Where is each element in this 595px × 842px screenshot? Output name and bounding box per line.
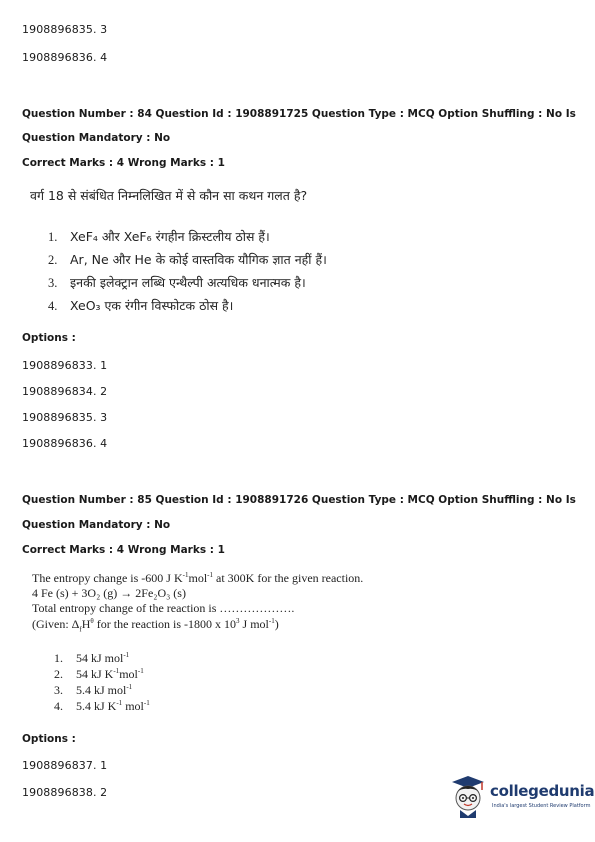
logo-wordmark: collegedunia [490, 782, 595, 800]
question-marks: Correct Marks : 4 Wrong Marks : 1 [22, 544, 225, 556]
mascot-icon [446, 772, 490, 820]
question-mandatory: Question Mandatory : No [22, 519, 171, 531]
option-line: 1908896836. 4 [22, 51, 108, 64]
choice-item [48, 274, 306, 291]
choice-number: 4. [48, 299, 58, 313]
question-marks: Correct Marks : 4 Wrong Marks : 1 [22, 157, 225, 169]
superscript: -1 [126, 683, 133, 691]
superscript: 3 [236, 617, 240, 625]
choice-text: Ar, Ne और He के कोई वास्तविक यौगिक ज्ञात नहीं हैं। [70, 252, 327, 267]
superscript: -1 [123, 651, 130, 659]
superscript: -1 [207, 571, 213, 579]
choice-text: XeF₄ और XeF₆ रंगहीन क्रिस्टलीय ठोस हैं। [70, 229, 270, 244]
collegedunia-logo [446, 772, 595, 824]
given-line [32, 617, 279, 634]
option-line: 1908896838. 2 [22, 786, 108, 799]
text-segment: The entropy change is -600 J K [32, 571, 183, 585]
question-text [32, 571, 363, 585]
option-line: 1908896834. 2 [22, 385, 108, 398]
choice-number: 1. [54, 651, 63, 665]
reaction-equation: 4 Fe (s) + 3O₂ (g) → 2Fe₂O₃ (s) [32, 586, 186, 600]
choice-item [54, 683, 132, 697]
subscript: f [79, 625, 82, 634]
choice-text: mol [122, 699, 144, 713]
superscript: -1 [143, 699, 150, 707]
text-segment: J mol [239, 617, 269, 631]
superscript: -1 [116, 699, 123, 707]
options-label: Options : [22, 733, 76, 745]
choice-item [48, 251, 327, 268]
options-label: Options : [22, 332, 76, 344]
choice-text: 54 kJ K [76, 667, 114, 681]
option-line: 1908896835. 3 [22, 411, 108, 424]
question-header: Question Number : 84 Question Id : 1908891725 Question Type : MCQ Option Shuffling : No Is [22, 108, 576, 120]
question-header: Question Number : 85 Question Id : 1908891726 Question Type : MCQ Option Shuffling : No Is [22, 494, 576, 506]
choice-text: इनकी इलेक्ट्रान लब्धि एन्थैल्पी अत्यधिक धनात्मक है। [70, 275, 306, 290]
choice-number: 3. [48, 276, 58, 290]
text-segment: (Given: Δ [32, 617, 80, 631]
question-text-line: Total entropy change of the reaction is ………………. [32, 601, 295, 615]
choice-text: mol [119, 667, 138, 681]
choice-text: 5.4 kJ K [76, 699, 117, 713]
option-line: 1908896837. 1 [22, 759, 108, 772]
option-line: 1908896833. 1 [22, 359, 108, 372]
superscript: -1 [113, 667, 120, 675]
text-segment: for the reaction is -1800 x 10 [93, 617, 237, 631]
choice-text: XeO₃ एक रंगीन विस्फोटक ठोस है। [70, 298, 234, 313]
superscript: -1 [182, 571, 189, 579]
choice-number: 4. [54, 699, 63, 713]
choice-number: 2. [48, 253, 58, 267]
choice-item [54, 667, 144, 681]
text-segment: ) [274, 617, 279, 631]
text-segment: mol [188, 571, 208, 585]
text-segment: at 300K for the given reaction. [213, 571, 364, 585]
choice-item [54, 651, 129, 665]
choice-text: 5.4 kJ mol [76, 683, 127, 697]
choice-number: 3. [54, 683, 63, 697]
choice-number: 2. [54, 667, 63, 681]
superscript: θ [90, 617, 94, 625]
option-line: 1908896835. 3 [22, 23, 108, 36]
superscript: -1 [137, 667, 144, 675]
choice-number: 1. [48, 230, 58, 244]
choice-text: 54 kJ mol [76, 651, 124, 665]
question-mandatory: Question Mandatory : No [22, 132, 171, 144]
superscript: -1 [268, 617, 275, 625]
choice-item [48, 297, 233, 314]
question-text: वर्ग 18 से संबंधित निम्नलिखित में से कौन सा कथन गलत है? [30, 188, 308, 203]
logo-tagline: India's largest Student Review Platform [492, 803, 591, 809]
choice-item [48, 228, 270, 245]
option-line: 1908896836. 4 [22, 437, 108, 450]
choice-item [54, 699, 150, 713]
text-segment: H [81, 617, 91, 631]
